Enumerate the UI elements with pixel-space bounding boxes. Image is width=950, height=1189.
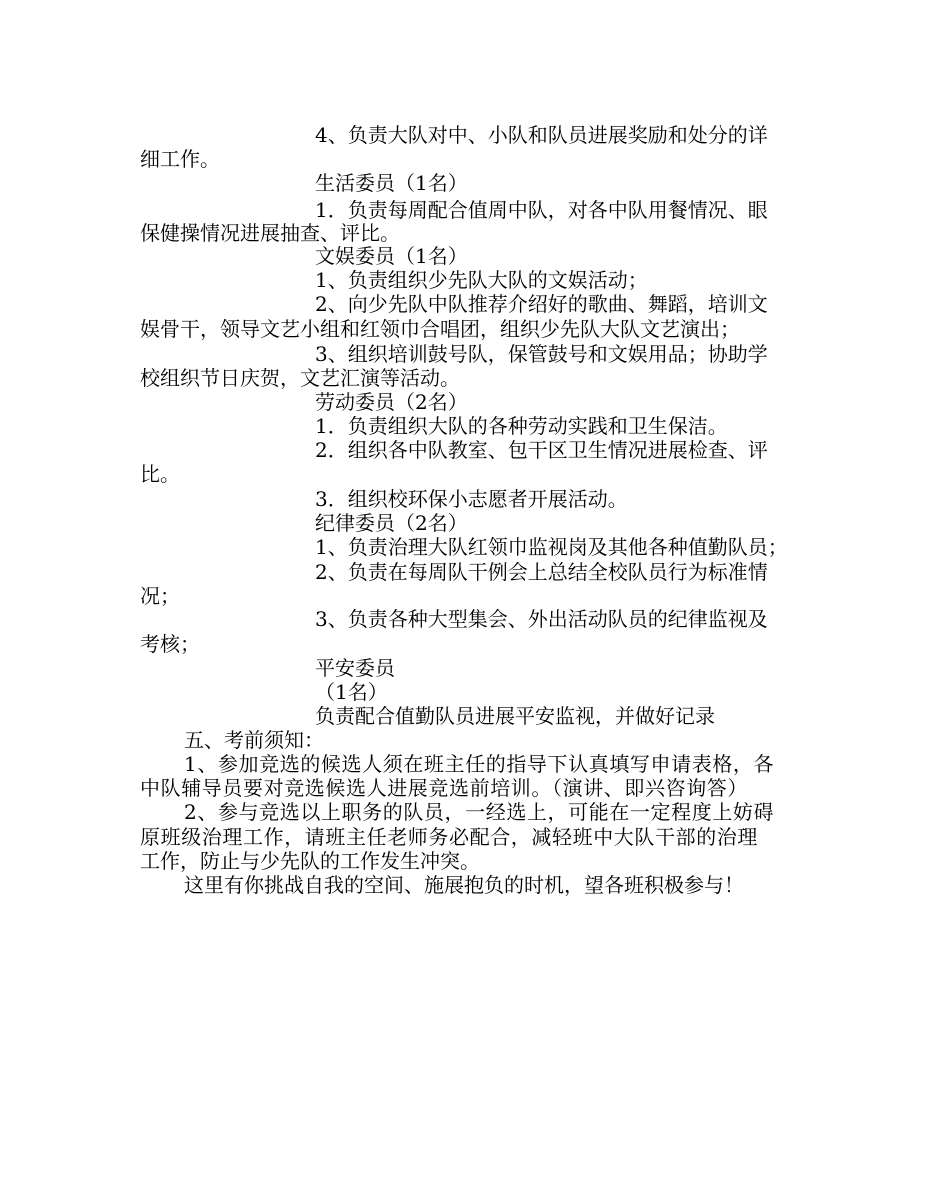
text-line: 比。 — [140, 462, 180, 486]
text-line: 3、负责各种大型集会、外出活动队员的纪律监视及 — [315, 607, 768, 631]
section-heading: （1名） — [315, 680, 388, 704]
text-line: 负责配合值勤队员进展平安监视，并做好记录 — [315, 704, 715, 728]
text-line: 3．组织校环保小志愿者开展活动。 — [315, 487, 628, 511]
section-heading: 文娱委员（1名） — [315, 244, 468, 268]
text-line: 3、组织培训鼓号队，保管鼓号和文娱用品；协助学 — [315, 342, 768, 366]
text-line: 保健操情况进展抽查、评比。 — [140, 221, 400, 245]
text-line: 2、负责在每周队干例会上总结全校队员行为标准情 — [315, 560, 768, 584]
text-line: 况； — [140, 584, 180, 608]
text-line: 1、负责组织少先队大队的文娱活动； — [315, 268, 648, 292]
section-heading: 劳动委员（2名） — [315, 390, 468, 414]
text-line: 校组织节日庆贺，文艺汇演等活动。 — [140, 366, 460, 390]
section-heading: 五、考前须知： — [184, 728, 324, 752]
text-line: 中队辅导员要对竞选候选人进展竞选前培训。（演讲、即兴咨询答） — [140, 776, 748, 800]
text-line: 考核； — [140, 632, 200, 656]
text-line: 工作，防止与少先队的工作发生冲突。 — [140, 849, 480, 873]
text-line: 2．组织各中队教室、包干区卫生情况进展检查、评 — [315, 438, 768, 462]
text-line: 2、参与竞选以上职务的队员，一经选上，可能在一定程度上妨碍 — [184, 800, 775, 824]
text-line: 娱骨干，领导文艺小组和红领巾合唱团，组织少先队大队文艺演出； — [140, 317, 740, 341]
section-heading: 生活委员（1名） — [315, 171, 468, 195]
section-heading: 平安委员 — [315, 656, 395, 680]
section-heading: 纪律委员（2名） — [315, 511, 468, 535]
text-line: 1、参加竞选的候选人须在班主任的指导下认真填写申请表格，各 — [184, 752, 775, 776]
text-line: 原班级治理工作，请班主任老师务必配合，减轻班中大队干部的治理 — [140, 825, 758, 849]
text-line: 2、向少先队中队推荐介绍好的歌曲、舞蹈，培训文 — [315, 292, 768, 316]
text-line: 1、负责治理大队红领巾监视岗及其他各种值勤队员； — [315, 535, 788, 559]
text-line: 1．负责组织大队的各种劳动实践和卫生保洁。 — [315, 414, 728, 438]
text-line: 这里有你挑战自我的空间、施展抱负的时机，望各班积极参与！ — [184, 873, 744, 897]
text-line: 细工作。 — [140, 147, 220, 171]
text-line: 4、负责大队对中、小队和队员进展奖励和处分的详 — [315, 123, 768, 147]
text-line: 1．负责每周配合值周中队，对各中队用餐情况、眼 — [315, 198, 768, 222]
